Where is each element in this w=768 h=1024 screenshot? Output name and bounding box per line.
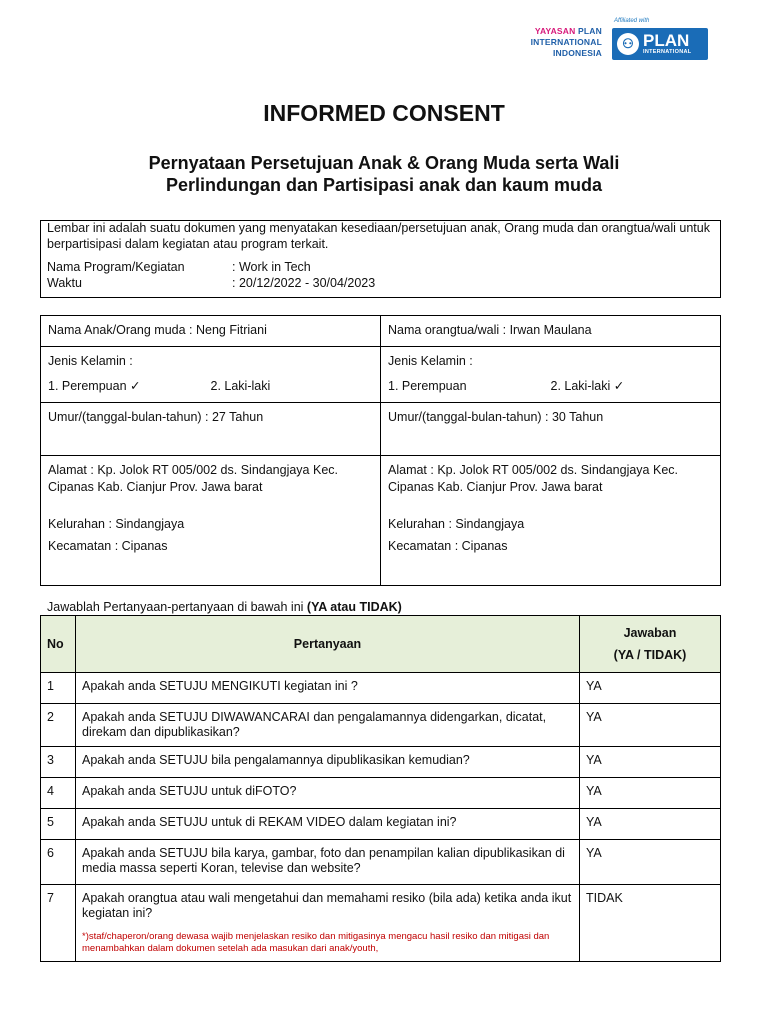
question-row: 3 Apakah anda SETUJU bila pengalamannya dipublikasikan kemudian? YA — [41, 747, 721, 778]
question-row: 6 Apakah anda SETUJU bila karya, gambar, foto dan penampilan kalian dipublikasikan di media massa seperti Koran, televise dan website? YA — [41, 840, 721, 885]
question-row: 1 Apakah anda SETUJU MENGIKUTI kegiatan ini ? YA — [41, 673, 721, 704]
plan-emblem-icon: ⚇ — [617, 33, 639, 55]
affiliated-text: Affiliated with — [614, 18, 650, 24]
guardian-gender: Jenis Kelamin : 1. Perempuan 2. Laki-laki ✓ — [381, 347, 721, 403]
q7-note: *)staf/chaperon/orang dewasa wajib menjelaskan resiko dan mitigasinya mengacu hasil resiko dan mitigasi dan menambahkan dalam dokumen setelah ada masukan dari anak/youth, — [82, 931, 550, 954]
guardian-name: Nama orangtua/wali : Irwan Maulana — [381, 316, 721, 347]
question-row: 2 Apakah anda SETUJU DIWAWANCARAI dan pengalamannya didengarkan, dicatat, direkam dan dipublikasikan? YA — [41, 704, 721, 747]
questions-intro: Jawablah Pertanyaan-pertanyaan di bawah ini (YA atau TIDAK) — [47, 600, 402, 614]
time-label: Waktu — [47, 275, 82, 290]
page-title: INFORMED CONSENT — [263, 100, 505, 126]
child-address: Alamat : Kp. Jolok RT 005/002 ds. Sindangjaya Kec. Cipanas Kab. Cianjur Prov. Jawa barat Kelurahan : Sindangjaya Kecamatan : Cipanas — [41, 456, 381, 586]
header-question: Pertanyaan — [76, 616, 580, 673]
child-gender: Jenis Kelamin : 1. Perempuan ✓ 2. Laki-laki — [41, 347, 381, 403]
program-label: Nama Program/Kegiatan — [47, 260, 185, 274]
intro-text: Lembar ini adalah suatu dokumen yang menyatakan kesediaan/persetujuan anak, Orang muda dan orangtua/wali untuk berpartisipasi dalam kegiatan atau program terkait. — [47, 221, 710, 251]
question-row: 7 Apakah orangtua atau wali mengetahui dan memahami resiko (bila ada) ketika anda ikut kegiatan ini? *)staf/chaperon/orang dewasa wajib menjelaskan resiko dan mitigasinya mengacu hasil resiko dan mitigasi dan menambahkan dalam dokumen setelah ada masukan dari anak/youth, TIDAK — [41, 885, 721, 962]
time-value: : 20/12/2022 - 30/04/2023 — [232, 275, 376, 290]
child-age: Umur/(tanggal-bulan-tahun) : 27 Tahun — [41, 403, 381, 456]
plan-badge: ⚇ PLAN INTERNATIONAL — [612, 28, 708, 60]
questions-table — [40, 615, 721, 962]
child-name: Nama Anak/Orang muda : Neng Fitriani — [41, 316, 381, 347]
header-no: No — [41, 616, 76, 673]
program-value: : Work in Tech — [232, 260, 311, 274]
guardian-age: Umur/(tanggal-bulan-tahun) : 30 Tahun — [381, 403, 721, 456]
intro-box — [40, 220, 721, 298]
identity-table — [40, 315, 721, 586]
question-row: 4 Apakah anda SETUJU untuk diFOTO? YA — [41, 778, 721, 809]
header-answer: Jawaban (YA / TIDAK) — [580, 616, 721, 673]
logo — [530, 18, 708, 62]
question-row: 5 Apakah anda SETUJU untuk di REKAM VIDEO dalam kegiatan ini? YA — [41, 809, 721, 840]
page-subtitle: Pernyataan Persetujuan Anak & Orang Muda serta Wali Perlindungan dan Partisipasi anak dan kaum muda — [148, 153, 620, 195]
yayasan-logo-text: YAYASAN PLAN INTERNATIONAL INDONESIA — [530, 25, 602, 58]
guardian-address: Alamat : Kp. Jolok RT 005/002 ds. Sindangjaya Kec. Cipanas Kab. Cianjur Prov. Jawa barat Kelurahan : Sindangjaya Kecamatan : Cipanas — [381, 456, 721, 586]
plan-logo — [612, 18, 708, 62]
